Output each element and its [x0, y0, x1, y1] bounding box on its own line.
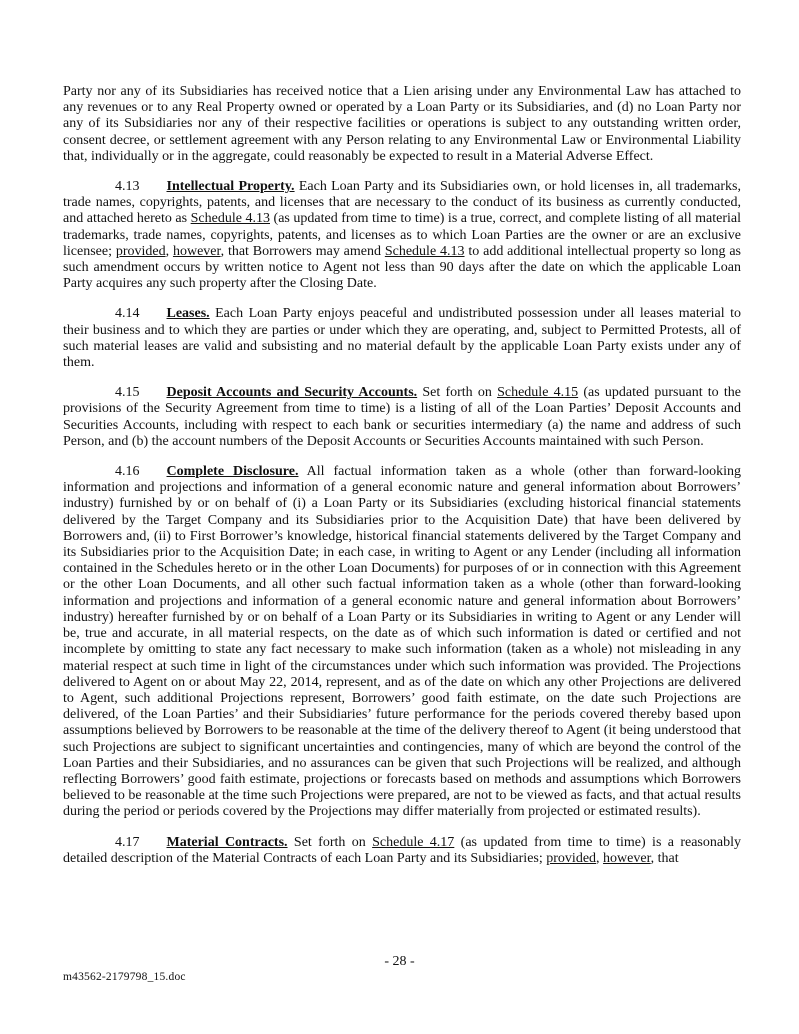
underlined-term: Schedule 4.17: [372, 834, 455, 850]
underlined-term: provided: [115, 243, 166, 259]
section-heading: Intellectual Property.: [166, 179, 295, 195]
section-4-15-deposit-accounts: [63, 385, 741, 450]
section-heading: Leases.: [166, 306, 210, 322]
text-run: Set forth on: [287, 834, 373, 850]
section-4-17-material-contracts: [63, 835, 741, 867]
document-content: [63, 84, 741, 881]
text-run: , that Borrowers may amend: [220, 243, 385, 259]
underlined-term: Schedule 4.13: [384, 243, 465, 259]
underlined-term: however: [603, 850, 651, 866]
underlined-term: Schedule 4.15: [497, 385, 579, 401]
text-run: Each Loan Party enjoys peaceful and undistributed possession under all leases material to their business and to which they are parties or under which they are operating, and, subject to Permitted Protests, all of such material leases are valid and subsisting and no material default by the applicable Loan Party exists under any of them.: [63, 306, 741, 371]
text-run: ,: [596, 850, 604, 866]
section-number: 4.16: [115, 464, 140, 480]
underlined-term: Schedule 4.13: [190, 211, 270, 227]
section-4-13-intellectual-property: [63, 179, 741, 292]
text-run: Party nor any of its Subsidiaries has received notice that a Lien arising under any Environmental Law has attached to any revenues or to any Real Property owned or operated by a Loan Party or its Subsidiaries, and (d) no Loan Party nor any of its Subsidiaries nor any of their respective facilities or operations is subject to any outstanding written order, consent decree, or settlement agreement with any Person relating to any Environmental Law or Environmental Liability that, individually or in the aggregate, could reasonably be expected to result in a Material Adverse Effect.: [63, 84, 741, 164]
text-run: Each Loan Party and its Subsidiaries own, or hold licenses in, all trademarks, trade names, copyrights, patents, and licenses that are necessary to the conduct of its business as currently conducted, and attached hereto as: [63, 179, 741, 227]
section-4-16-complete-disclosure: [63, 464, 741, 820]
footer-filename: m43562-2179798_15.doc: [63, 971, 186, 983]
section-heading: Material Contracts.: [166, 834, 288, 850]
section-number: 4.13: [115, 179, 140, 195]
text-run: All factual information taken as a whole (other than forward-looking information and projections and information of a general economic nature and general information about Borrowers’ industry) furnished by or on behalf of (i) a Loan Party or its Subsidiaries (excluding historical financial statements delivered by the Target Company and its Subsidiaries prior to the Acquisition Date) that have been delivered by Borrowers and, (ii) to First Borrower’s knowledge, historical financial statements delivered by the Target Company and its Subsidiaries prior to the Acquisition Date; in each case, in writing to Agent or any Lender (including all information contained in the Schedules hereto or in the other Loan Documents) for purposes of or in connection with this Agreement or the other Loan Documents, and all other such factual information taken as a whole (other than forward-looking information and projections and information of a general economic nature and general information about Borrowers’ industry) hereafter furnished by or on behalf of a Loan Party or its Subsidiaries in writing to Agent or any Lender will be, true and accurate, in all material respects, on the date as of which such information is dated or certified and not incomplete by omitting to state any fact necessary to make such information (taken as a whole) not misleading in any material respect at such time in light of the circumstances under which such information was provided. The Projections delivered to Agent on or about May 22, 2014, represent, and as of the date on which any other Projections are delivered to Agent, such additional Projections represent, Borrowers’ good faith estimate, on the date such Projections are delivered, of the Loan Parties’ and their Subsidiaries’ future performance for the periods covered thereby based upon assumptions believed by Borrowers to be reasonable at the time of the delivery thereof to Agent (it being understood that such Projections are subject to significant uncertainties and contingencies, many of which are beyond the control of the Loan Parties and their Subsidiaries, and no assurances can be given that such Projections will be realized, and although reflecting Borrowers’ good faith estimate, projections or forecasts based on methods and assumptions which Borrowers believed to be reasonable at the time such Projections were prepared, are not to be viewed as facts, and that actual results during the period or periods covered by the Projections may differ materially from projected or estimated results).: [63, 464, 742, 820]
section-heading: Complete Disclosure.: [166, 464, 299, 480]
section-heading: Deposit Accounts and Security Accounts.: [166, 385, 418, 401]
section-number: 4.14: [115, 306, 140, 322]
section-4-14-leases: [63, 306, 741, 371]
section-number: 4.17: [115, 834, 140, 850]
text-run: (as updated from time to time) is a true, correct, and complete listing of all material trademarks, trade names, copyrights, patents, and licenses as to which Loan Parties are the owner or are an exclusive licensee;: [63, 211, 741, 259]
text-run: ,: [165, 243, 173, 259]
text-run: (as updated from time to time) is a reasonably detailed description of the Material Contracts of each Loan Party and its Subsidiaries;: [63, 834, 741, 866]
paragraph-environmental-continuation: [63, 84, 741, 165]
underlined-term: provided: [546, 850, 597, 866]
page-number: - 28 -: [384, 954, 415, 969]
text-run: to add additional intellectual property so long as such amendment occurs by written notice to Agent not less than 90 days after the date on which the applicable Loan Party acquires any such property after the Closing Date.: [63, 243, 741, 292]
underlined-term: however: [172, 243, 221, 259]
section-number: 4.15: [115, 385, 140, 401]
text-run: , that: [650, 850, 679, 866]
text-run: (as updated pursuant to the provisions of the Security Agreement from time to time) is a listing of all of the Loan Parties’ Deposit Accounts and Securities Accounts, including with respect to each bank or securities intermediary (a) the name and address of such Person, and (b) the account numbers of the Deposit Accounts or Securities Accounts maintained with such Person.: [63, 385, 741, 449]
text-run: Set forth on: [417, 385, 498, 401]
